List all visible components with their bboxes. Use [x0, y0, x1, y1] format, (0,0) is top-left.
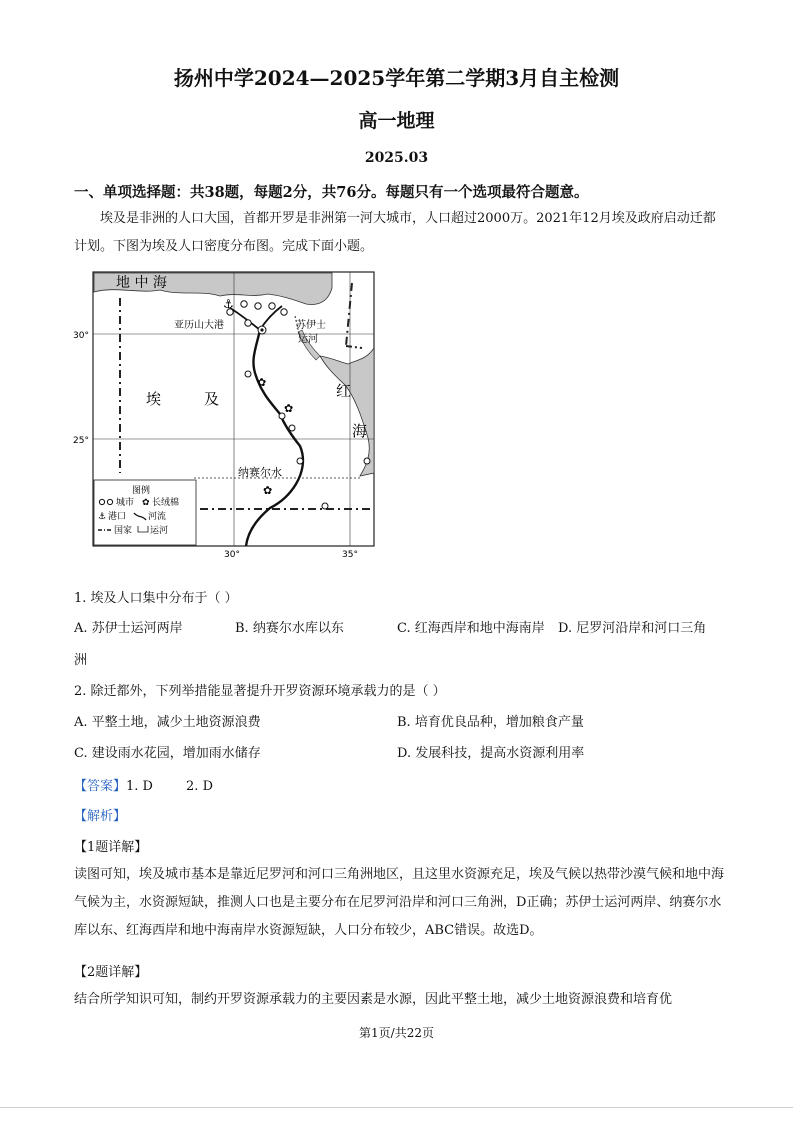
q2-option-b[interactable]: B. 培育优良品种，增加粮食产量	[397, 715, 584, 730]
lat-30-label: 30°	[73, 331, 89, 341]
q2-option-c[interactable]: C. 建设雨水花园，增加雨水储存	[74, 746, 261, 761]
suez-label-1: 苏伊士	[296, 320, 326, 331]
legend-river-label: 河流	[148, 512, 167, 522]
city-marker	[281, 309, 287, 315]
answer-label: 【答案】	[74, 779, 127, 794]
document-title: 扬州中学2024—2025学年第二学期3月自主检测	[173, 66, 620, 90]
cotton-icon: ✿	[284, 402, 294, 415]
bottom-rule	[0, 1107, 793, 1108]
egypt-label-2: 及	[204, 390, 220, 408]
legend-canal-label: 运河	[150, 526, 169, 536]
q1-stem: 1. 埃及人口集中分布于（ ）	[74, 591, 238, 606]
egypt-label-1: 埃	[146, 390, 162, 408]
q2-option-d[interactable]: D. 发展科技，提高水资源利用率	[397, 746, 585, 761]
q1-option-b[interactable]: B. 纳赛尔水库以东	[235, 621, 344, 636]
q1-option-c[interactable]: C. 红海西岸和地中海南岸	[397, 621, 545, 636]
q1-option-a[interactable]: A. 苏伊士运河两岸	[74, 621, 183, 636]
legend-city-label: 城市	[116, 498, 135, 508]
city-marker	[289, 425, 295, 431]
analysis-label: 【解析】	[74, 809, 127, 824]
suez-label-2: 运河	[298, 334, 318, 345]
lon-35-label: 35°	[342, 550, 358, 560]
capital-dot	[260, 328, 263, 331]
legend-city-icon	[107, 499, 112, 504]
cotton-icon: ✿	[257, 376, 267, 389]
legend-city-icon	[99, 499, 104, 504]
legend-title: 图例	[132, 486, 151, 496]
city-marker	[364, 458, 370, 464]
city-marker	[297, 458, 303, 464]
section-heading: 一、单项选择题：共38题，每题2分，共76分。每题只有一个选项最符合题意。	[74, 184, 589, 201]
detail1-text: 读图可知，埃及城市基本是靠近尼罗河和河口三角洲地区，且这里水资源充足，埃及气候以热带沙漠气候和地中海气候为主，水资源短缺，推测人口也是主要分布在尼罗河沿岸和河口三角洲，D正确；苏伊士运河两岸、纳赛尔水库以东、红海西岸和地中海南岸水资源短缺，人口分布较少，ABC错误。故选D。	[74, 867, 725, 938]
answer-text: 1. D 2. D	[126, 779, 213, 794]
city-marker	[269, 303, 275, 309]
q1-option-d-continued: 洲	[74, 653, 88, 668]
alexandria-label: 亚历山大港	[174, 320, 224, 331]
red-sea-label-1: 红	[336, 382, 352, 400]
city-marker	[245, 371, 251, 377]
mediterranean-label: 地 中 海	[116, 275, 167, 291]
red-sea-label-2: 海	[352, 422, 368, 440]
city-marker	[322, 503, 328, 509]
legend-border-label: 国家	[114, 526, 133, 536]
page-number: 第1页/共22页	[359, 1026, 434, 1040]
detail2-text: 结合所学知识可知，制约开罗资源承载力的主要因素是水源，因此平整土地，减少土地资源浪费和培育优	[74, 992, 673, 1007]
egypt-population-map	[70, 268, 380, 560]
city-marker	[245, 320, 251, 326]
detail2-label: 【2题详解】	[74, 965, 148, 980]
lon-30-label: 30°	[224, 550, 240, 560]
q1-option-d[interactable]: D. 尼罗河沿岸和河口三角	[558, 621, 707, 636]
cotton-icon: ✿	[263, 484, 273, 497]
city-marker	[255, 303, 261, 309]
legend-cotton-label: 长绒棉	[152, 498, 180, 508]
exam-date: 2025.03	[364, 150, 429, 166]
answer-line	[74, 775, 213, 794]
legend-port-icon: ⚓	[98, 512, 107, 522]
port-anchor-icon: ⚓	[223, 297, 234, 311]
intro-paragraph: 埃及是非洲的人口大国，首都开罗是非洲第一河大城市，人口超过2000万。2021年12月埃及政府启动迁都计划。下图为埃及人口密度分布图。完成下面小题。	[74, 211, 716, 254]
nasser-label: 纳赛尔水	[238, 466, 282, 479]
q2-option-a[interactable]: A. 平整土地，减少土地资源浪费	[74, 715, 261, 730]
subject-title: 高一地理	[358, 110, 435, 132]
legend-cotton-icon: ✿	[142, 498, 150, 508]
legend-port-label: 港口	[108, 512, 127, 522]
lat-25-label: 25°	[73, 436, 89, 446]
city-marker	[241, 301, 247, 307]
detail1-label: 【1题详解】	[74, 840, 148, 855]
q2-stem: 2. 除迁都外，下列举措能显著提升开罗资源环境承载力的是（ ）	[74, 684, 446, 699]
